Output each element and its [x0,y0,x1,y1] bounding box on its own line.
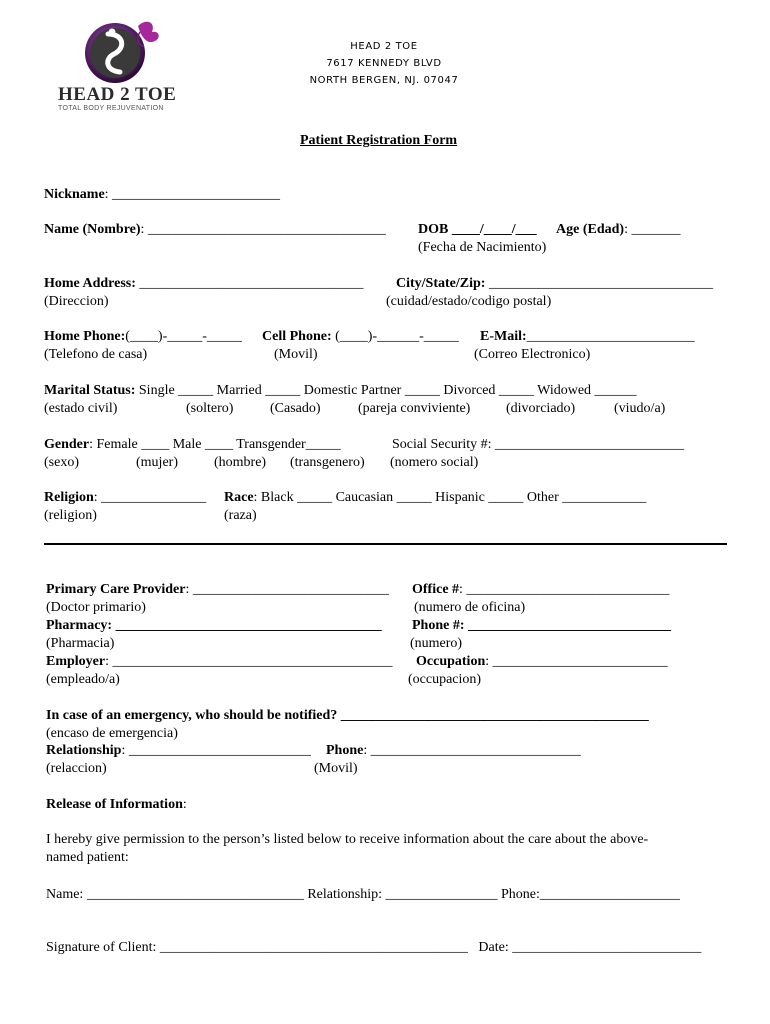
marital-sublabel-widowed: (viudo/a) [614,401,666,416]
race-row [224,489,646,507]
release-heading-text: Release of Information [46,797,183,812]
gender-sublabel-female: (mujer) [136,455,178,470]
employer-field[interactable]: : ________________________________________ [105,654,393,669]
gender-sublabel-male: (hombre) [214,455,267,470]
emergency-phone-label: Phone [326,743,364,758]
name-row [44,221,386,239]
section-divider [44,543,727,545]
pcp-field[interactable]: : ____________________________ [185,582,389,597]
city-row [396,275,713,293]
relationship-sublabel: (relaccion) [46,761,107,776]
release-heading-colon: : [182,797,187,812]
pharmacy-phone-field[interactable]: Phone #: _____________________________ [412,618,671,633]
home-phone-field[interactable]: (____)-_____-_____ [125,329,242,344]
pcp-label: Primary Care Provider [46,582,186,597]
employer-row [46,653,393,671]
home-address-field[interactable]: ________________________________ [135,276,364,291]
relationship-field[interactable]: : __________________________ [121,743,311,758]
pcp-row [46,581,389,599]
occupation-label: Occupation [416,654,486,669]
office-label: Office # [412,582,460,597]
address-block [284,38,484,89]
age-label: Age (Edad) [556,222,625,237]
release-text-line-1: I hereby give permission to the person’s listed below to receive information about the care about the above- [46,832,649,847]
cell-phone-label: Cell Phone: [262,329,332,344]
home-phone-row [44,328,242,346]
office-row [412,581,669,599]
pharmacy-sublabel: (Pharmacia) [46,636,115,651]
home-address-label: Home Address: [44,276,136,291]
cell-phone-row [262,328,459,346]
marital-sublabel-married: (Casado) [270,401,321,416]
pcp-sublabel: (Doctor primario) [46,600,146,615]
ssn-sublabel: (nomero social) [390,455,479,470]
page-title: Patient Registration Form [300,133,458,148]
home-phone-label: Home Phone: [44,329,126,344]
logo [56,16,186,116]
nickname-label: Nickname [44,187,105,202]
address-line-3: NORTH BERGEN, NJ. 07047 [309,75,459,86]
emergency-sublabel: (encaso de emergencia) [46,726,178,741]
emergency-contact-field[interactable]: In case of an emergency, who should be notified? ____________________________________________ [46,708,649,723]
marital-sublabel-partner: (pareja conviviente) [358,401,471,416]
signature-field[interactable]: Signature of Client: ____________________________________________ Date: ___________________________ [46,940,702,955]
marital-sublabel: (estado civil) [44,401,118,416]
religion-field[interactable]: : _______________ [93,490,207,505]
religion-sublabel: (religion) [44,508,97,523]
email-field[interactable]: ________________________ [526,329,695,344]
nickname-row [44,186,280,204]
gender-options[interactable]: : Female ____ Male ____ Transgender_____ [89,437,341,452]
logo-brand: HEAD 2 TOE [58,84,177,105]
age-field[interactable]: : _______ [624,222,681,237]
dob-sublabel: (Fecha de Nacimiento) [418,240,547,255]
gender-row [44,436,341,454]
emergency-phone-row [326,742,581,760]
religion-label: Religion [44,490,94,505]
race-label: Race [224,490,254,505]
relationship-row [46,742,311,760]
employer-sublabel: (empleado/a) [46,672,120,687]
occupation-sublabel: (occupacion) [408,672,482,687]
email-sublabel: (Correo Electronico) [474,347,591,362]
employer-label: Employer [46,654,106,669]
dob-field[interactable]: DOB ____/____/___ [418,222,537,237]
address-line-1: HEAD 2 TOE [350,41,418,52]
city-field[interactable]: ________________________________ [485,276,713,291]
race-sublabel: (raza) [224,508,257,523]
gender-sublabel-trans: (transgenero) [290,455,365,470]
city-label: City/State/Zip: [396,276,486,291]
address-line-2: 7617 KENNEDY BLVD [326,58,442,69]
pharmacy-field[interactable]: Pharmacy: ______________________________________ [46,618,382,633]
home-phone-sublabel: (Telefono de casa) [44,347,148,362]
release-text-line-2: named patient: [46,850,129,865]
age-row [556,221,680,239]
occupation-field[interactable]: : _________________________ [485,654,668,669]
gender-sublabel: (sexo) [44,455,79,470]
email-label: E-Mail: [480,329,527,344]
home-address-row [44,275,363,293]
marital-row [44,382,637,400]
home-address-sublabel: (Direccion) [44,294,109,309]
marital-sublabel-single: (soltero) [186,401,234,416]
name-label: Name (Nombre) [44,222,141,237]
emergency-phone-field[interactable]: : ______________________________ [363,743,581,758]
relationship-label: Relationship [46,743,122,758]
marital-label: Marital Status: [44,383,136,398]
marital-sublabel-divorced: (divorciado) [506,401,576,416]
race-options[interactable]: : Black _____ Caucasian _____ Hispanic _____ Other ____________ [253,490,647,505]
cell-phone-sublabel: (Movil) [274,347,318,362]
gender-label: Gender [44,437,90,452]
religion-row [44,489,206,507]
cell-phone-field[interactable]: (____)-______-_____ [331,329,459,344]
occupation-row [416,653,668,671]
email-row [480,328,695,346]
nickname-field[interactable]: : ________________________ [104,187,281,202]
office-sublabel: (numero de oficina) [414,600,526,615]
office-field[interactable]: : _____________________________ [459,582,670,597]
marital-options[interactable]: Single _____ Married _____ Domestic Partner _____ Divorced _____ Widowed ______ [135,383,637,398]
ssn-field[interactable]: Social Security #: ___________________________ [392,437,685,452]
emergency-phone-sublabel: (Movil) [314,761,358,776]
name-field[interactable]: : __________________________________ [140,222,386,237]
release-name-field[interactable]: Name: _______________________________ Relationship: ________________ Phone:____________________ [46,887,680,902]
pharmacy-phone-sublabel: (numero) [410,636,463,651]
release-heading [46,796,187,814]
logo-tagline: TOTAL BODY REJUVENATION [58,105,164,112]
city-sublabel: (cuidad/estado/codigo postal) [386,294,552,309]
